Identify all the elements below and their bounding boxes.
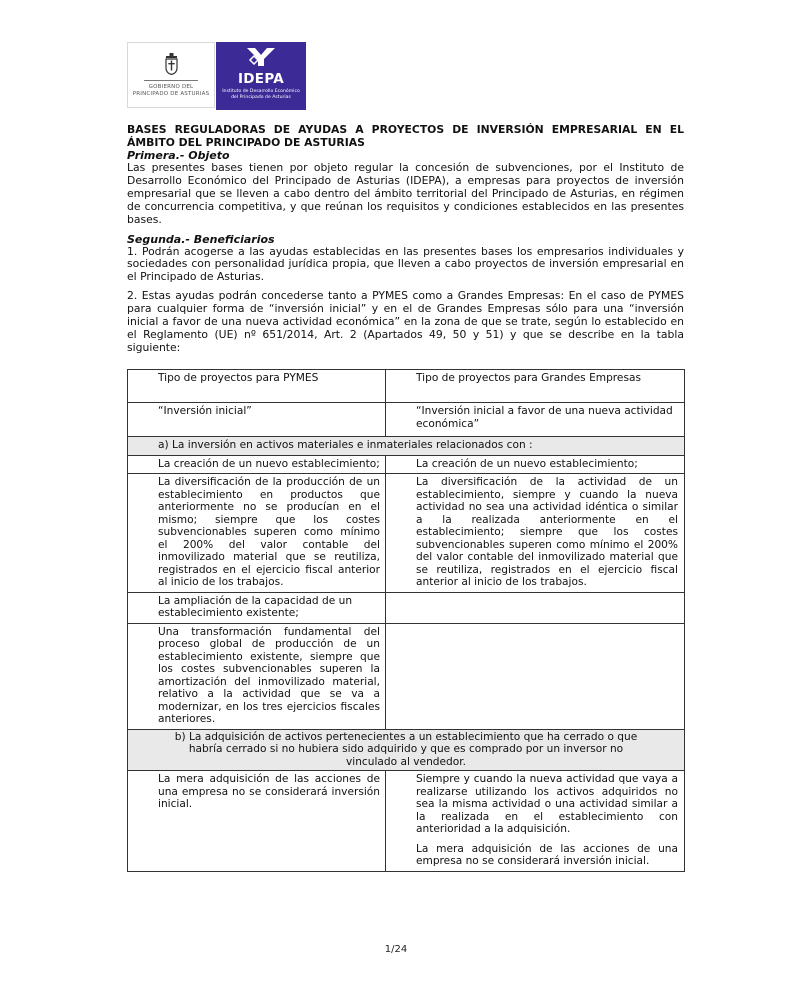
table-cell <box>386 623 685 729</box>
table-cell <box>386 771 685 872</box>
section-heading-segunda: Segunda.- Beneficiarios <box>127 232 275 246</box>
table-row <box>128 370 685 403</box>
segunda-paragraph-2: 2. Estas ayudas podrán concederse tanto a PYMES como a Grandes Empresas: En el caso de PYMES para cualquier forma de “inversión inicial” y en el de Grandes Empresas sólo para una “inversión inicial a favor de una nueva actividad económica” en la zona de que se trate, según lo establecido en el Reglamento (UE) nº 651/2014, Art. 2 (Apartados 49, 50 y 51) y que se describe en la tabla siguiente: <box>127 289 684 354</box>
idepa-name: IDEPA <box>237 71 285 87</box>
gobierno-asturias-logo <box>127 42 215 108</box>
table-row <box>128 455 685 474</box>
idepa-mark-icon <box>245 46 277 68</box>
idepa-line1: Instituto de Desarrollo Económico <box>222 89 300 94</box>
table-row <box>128 771 685 872</box>
subheader-cell-pymes: “Inversión inicial” <box>128 403 386 437</box>
document-title: BASES REGULADORAS DE AYUDAS A PROYECTOS DE INVERSIÓN EMPRESARIAL EN EL ÁMBITO DEL PRINCIPADO DE ASTURIAS <box>127 123 684 149</box>
table-row <box>128 403 685 437</box>
cell-paragraph: Siempre y cuando la nueva actividad que vaya a realizarse utilizando los activos adquiridos no sea la misma actividad o una actividad similar a la realizada en el establecimiento con anterioridad a la adquisición. <box>416 773 678 835</box>
segunda-paragraph-1: 1. Podrán acogerse a las ayudas establecidas en las presentes bases los empresarios individuales y sociedades con personalidad jurídica propia, que lleven a cabo proyectos de inversión empresarial en el Principado de Asturias. <box>127 244 684 284</box>
table-cell: La creación de un nuevo establecimiento; <box>128 455 386 474</box>
section-b-cell: b) La adquisición de activos pertenecientes a un establecimiento que ha cerrado o que habría cerrado si no hubiera sido adquirido y que es comprado por un inversor no vinculado al vendedor. <box>128 729 685 771</box>
project-types-table <box>127 369 685 872</box>
table-row <box>128 437 685 456</box>
document-body <box>127 123 684 361</box>
table-cell: La diversificación de la actividad de un establecimiento, siempre y cuando la nueva actividad no sea una actividad idéntica o similar a la realizada anteriormente en el establecimiento; siempre que los costes subvencionables superen como mínimo el 200% del valor contable del inmovilizado material que se reutiliza, registrados en el ejercicio fiscal anterior al inicio de los trabajos. <box>386 474 685 593</box>
crest-icon <box>165 53 178 75</box>
header-logos <box>127 42 306 110</box>
table-row <box>128 623 685 729</box>
primera-paragraph: Las presentes bases tienen por objeto regular la concesión de subvenciones, por el Instituto de Desarrollo Económico del Principado de Asturias (IDEPA), a empresas para proyectos de inversión empresarial que se lleven a cabo dentro del ámbito territorial del Principado de Asturias, en régimen de concurrencia competitiva, y que reúnan los requisitos y condiciones establecidos en las presentes bases. <box>127 161 684 226</box>
section-heading-primera: Primera.- Objeto <box>127 149 230 162</box>
table-row <box>128 729 685 771</box>
gobierno-line1: GOBIERNO DEL <box>148 84 194 90</box>
table-cell: La diversificación de la producción de un establecimiento en productos que anteriormente no se producían en el mismo; siempre que los costes subvencionables superen como mínimo el 200% del valor contable del inmovilizado material que se reutiliza, registrados en el ejercicio fiscal anterior al inicio de los trabajos. <box>128 474 386 593</box>
table-cell: La ampliación de la capacidad de un establecimiento existente; <box>128 592 386 623</box>
section-a-cell: a) La inversión en activos materiales e inmateriales relacionados con : <box>128 437 685 456</box>
idepa-logo <box>216 42 306 110</box>
table-cell: La mera adquisición de las acciones de una empresa no se considerará inversión inicial. <box>128 771 386 872</box>
table-row <box>128 592 685 623</box>
header-cell-grandes: Tipo de proyectos para Grandes Empresas <box>386 370 685 403</box>
table-cell <box>386 592 685 623</box>
subheader-cell-grandes: “Inversión inicial a favor de una nueva actividad económica” <box>386 403 685 437</box>
cell-paragraph: La mera adquisición de las acciones de una empresa no se considerará inversión inicial. <box>416 842 678 867</box>
table-cell: La creación de un nuevo establecimiento; <box>386 455 685 474</box>
header-cell-pymes: Tipo de proyectos para PYMES <box>128 370 386 403</box>
gobierno-line2: PRINCIPADO DE ASTURIAS <box>132 91 210 97</box>
table-cell: Una transformación fundamental del proceso global de producción de un establecimiento existente, siempre que los costes subvencionables superen la amortización del inmovilizado material, relativo a la actividad que se va a modernizar, en los tres ejercicios fiscales anteriores. <box>128 623 386 729</box>
logo-divider <box>144 80 198 81</box>
table-row <box>128 474 685 593</box>
page-number: 1/24 <box>384 944 408 955</box>
idepa-line2: del Principado de Asturias <box>231 95 291 100</box>
